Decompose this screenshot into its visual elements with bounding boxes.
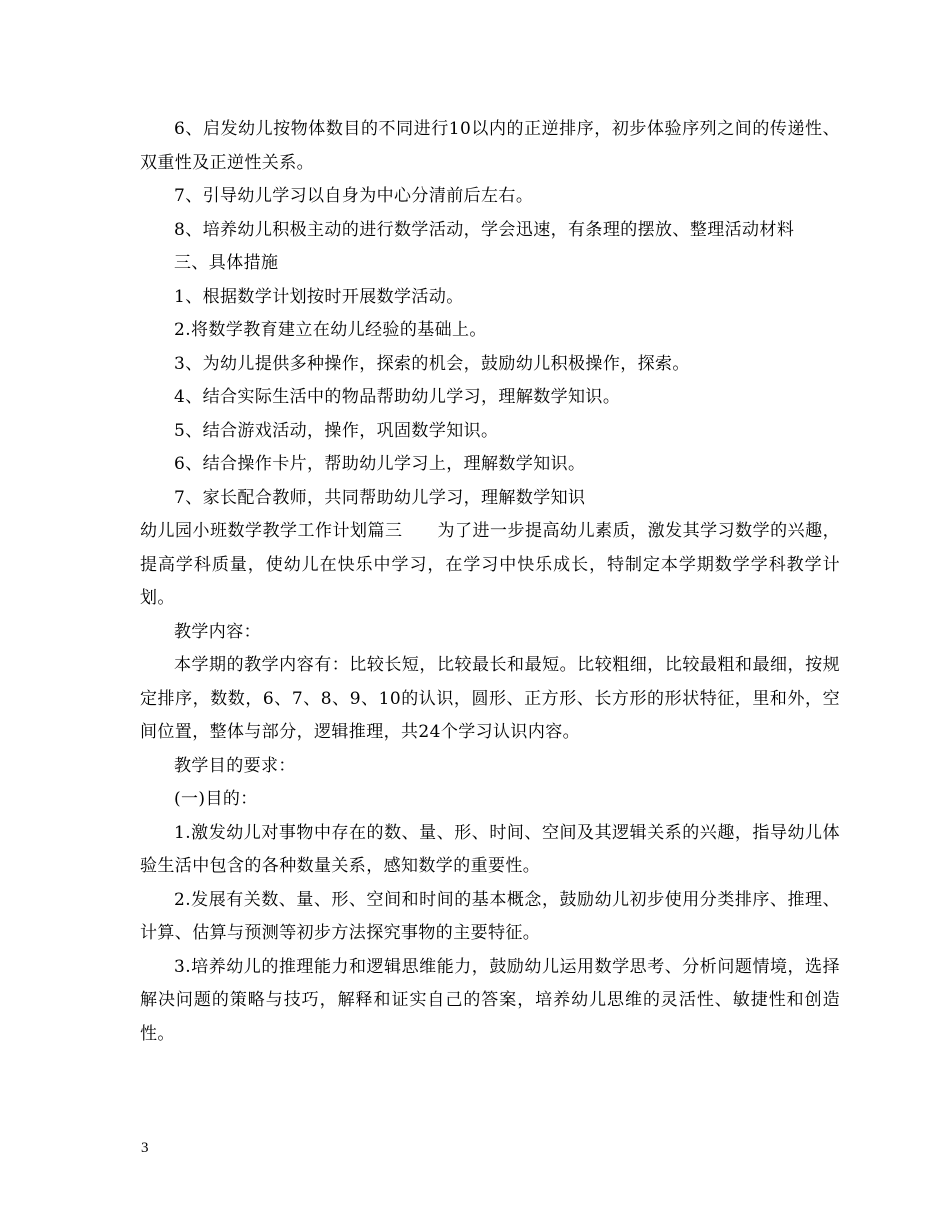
paragraph: 8、培养幼儿积极主动的进行数学活动，学会迅速，有条理的摆放、整理活动材料 — [174, 219, 795, 240]
paragraph: 1.激发幼儿对事物中存在的数、量、形、时间、空间及其逻辑关系的兴趣，指导幼儿体验生活中包含的各种数量关系，感知数学的重要性。 — [140, 822, 840, 876]
section-heading: (一)目的： — [174, 789, 258, 809]
section-heading: 教学目的要求： — [174, 755, 296, 776]
paragraph: 4、结合实际生活中的物品帮助幼儿学习，理解数学知识。 — [174, 387, 621, 407]
paragraph: 本学期的教学内容有：比较长短，比较最长和最短。比较粗细，比较最粗和最细，按规定排序，数数，6、7、8、9、10的认识，圆形、正方形、长方形的形状特征，里和外，空间位置，整体与部分，逻辑推理，共24个学习认识内容。 — [140, 655, 840, 742]
article-title-paragraph: 幼儿园小班数学教学工作计划篇三 为了进一步提高幼儿素质，激发其学习数学的兴趣，提高学科质量，使幼儿在快乐中学习，在学习中快乐成长，特制定本学期数学学科教学计划。 — [140, 521, 840, 608]
section-heading: 三、具体措施 — [174, 253, 279, 273]
paragraph: 7、家长配合教师，共同帮助幼儿学习，理解数学知识 — [174, 487, 586, 508]
paragraph: 3、为幼儿提供多种操作，探索的机会，鼓励幼儿积极操作，探索。 — [174, 353, 690, 374]
paragraph: 1、根据数学计划按时开展数学活动。 — [174, 286, 464, 307]
paragraph: 6、结合操作卡片，帮助幼儿学习上，理解数学知识。 — [174, 454, 586, 474]
paragraph: 6、启发幼儿按物体数目的不同进行10以内的正逆排序，初步体验序列之间的传递性、双重性及正逆性关系。 — [140, 119, 840, 173]
paragraph: 3.培养幼儿的推理能力和逻辑思维能力，鼓励幼儿运用数学思考、分析问题情境，选择解决问题的策略与技巧，解释和证实自己的答案，培养幼儿思维的灵活性、敏捷性和创造性。 — [140, 956, 840, 1044]
page-number: 3 — [141, 1140, 149, 1156]
body-text — [140, 113, 840, 1051]
paragraph: 2.将数学教育建立在幼儿经验的基础上。 — [174, 320, 487, 340]
section-heading: 教学内容： — [174, 621, 261, 642]
paragraph: 5、结合游戏活动，操作，巩固数学知识。 — [174, 420, 499, 441]
paragraph: 2.发展有关数、量、形、空间和时间的基本概念，鼓励幼儿初步使用分类排序、推理、计算、估算与预测等初步方法探究事物的主要特征。 — [140, 889, 840, 943]
paragraph: 7、引导幼儿学习以自身为中心分清前后左右。 — [174, 186, 534, 206]
